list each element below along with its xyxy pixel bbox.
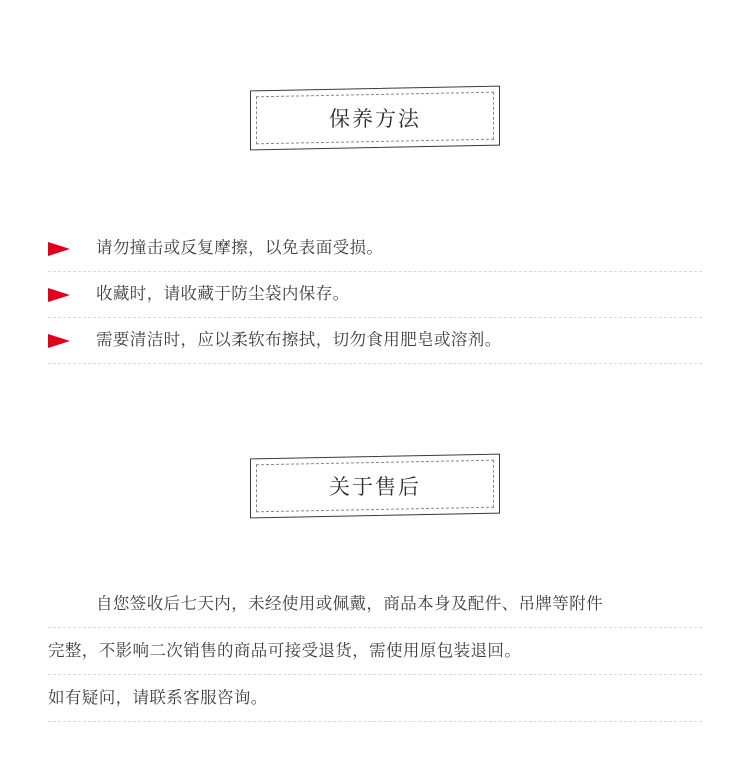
aftersales-section-title: 关于售后 [329, 476, 421, 499]
banner-box-aftersales [250, 454, 500, 519]
aftersales-banner-spacer [0, 516, 750, 581]
list-item-label: 收藏时，请收藏于防尘袋内保存。 [96, 284, 350, 303]
list-item [48, 318, 702, 364]
arrow-right-icon [48, 288, 70, 302]
list-item [48, 226, 702, 272]
arrow-right-icon [48, 334, 70, 348]
arrow-right-icon [48, 242, 70, 256]
care-instructions-list [48, 226, 702, 364]
top-spacer [0, 0, 750, 88]
list-item-label: 请勿撞击或反复摩擦，以免表面受损。 [96, 238, 384, 257]
care-banner-spacer [0, 148, 750, 226]
list-item [48, 272, 702, 318]
section-gap-spacer [0, 364, 750, 456]
policy-line: 完整，不影响二次销售的商品可接受退货，需使用原包装退回。 [48, 628, 702, 675]
care-section-banner [0, 88, 750, 148]
aftersales-policy-text [48, 581, 702, 722]
list-item-label: 需要清洁时，应以柔软布擦拭，切勿食用肥皂或溶剂。 [96, 330, 502, 349]
care-section-title: 保养方法 [329, 108, 421, 131]
policy-line: 如有疑问，请联系客服咨询。 [48, 675, 702, 722]
policy-line: 自您签收后七天内，未经使用或佩戴，商品本身及配件、吊牌等附件 [48, 581, 702, 628]
aftersales-section-banner [0, 456, 750, 516]
banner-box-care [250, 86, 500, 151]
